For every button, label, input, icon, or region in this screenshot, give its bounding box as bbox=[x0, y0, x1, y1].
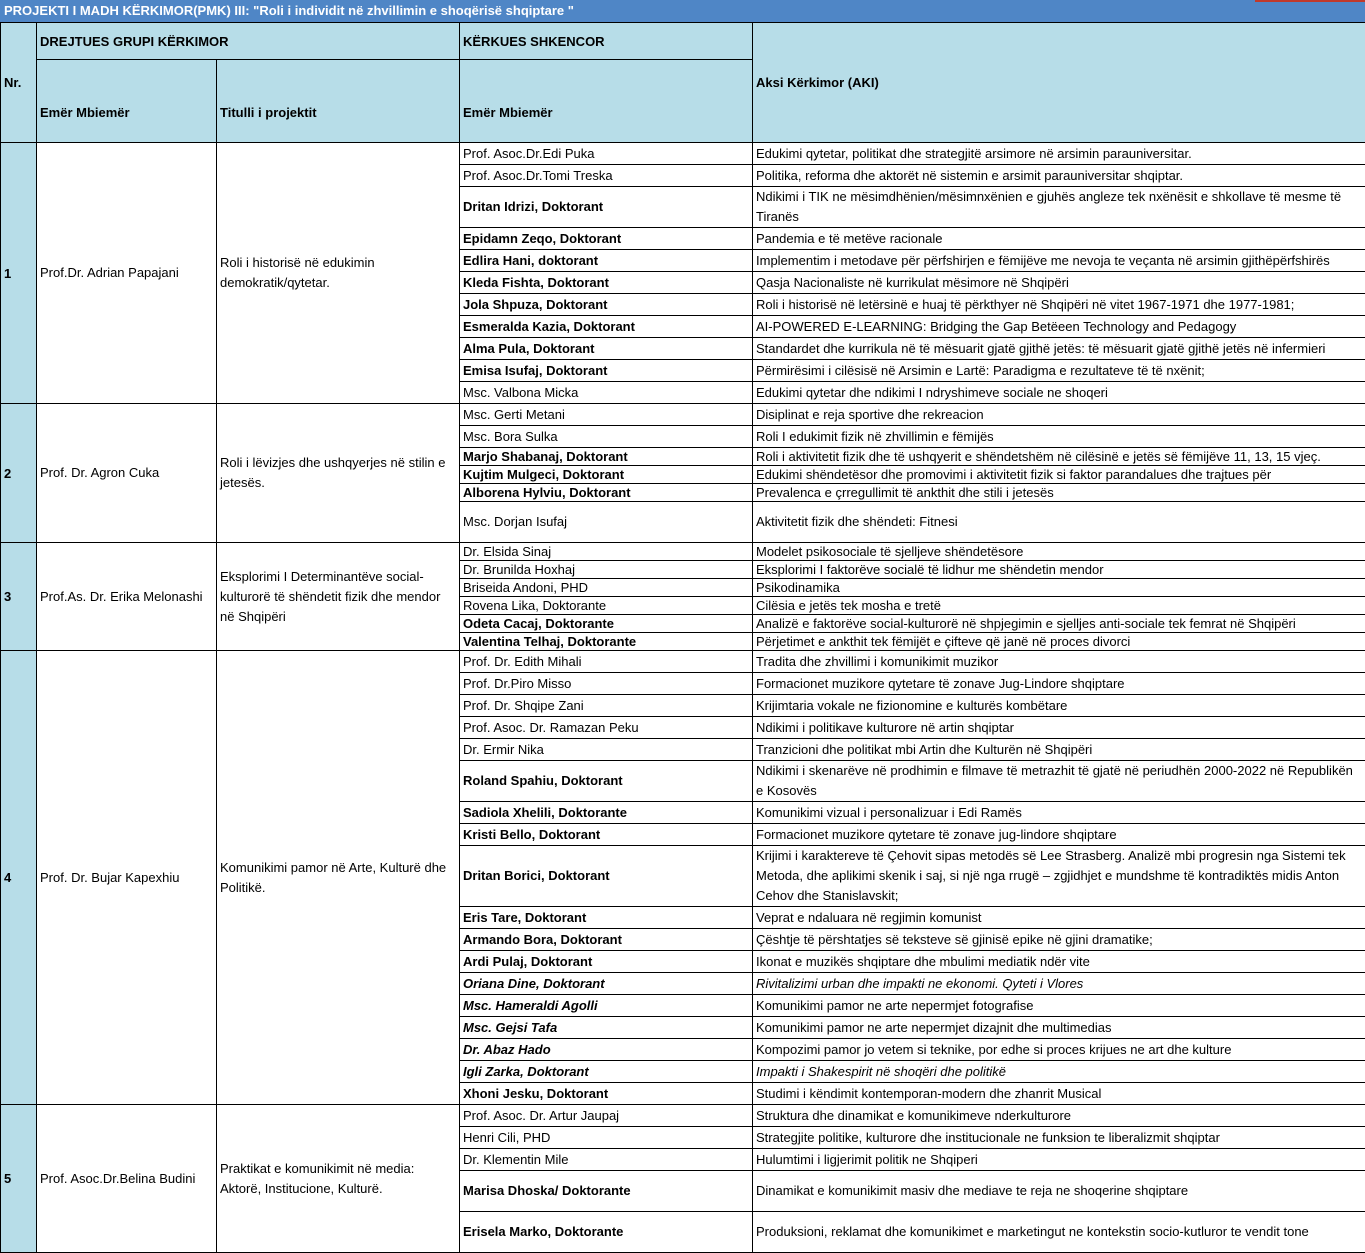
researcher-name: Dr. Ermir Nika bbox=[460, 739, 753, 761]
researcher-name: Henri Cili, PHD bbox=[460, 1127, 753, 1149]
group-leader-name: Prof.Dr. Adrian Papajani bbox=[37, 143, 217, 404]
researcher-name: Kujtim Mulgeci, Doktorant bbox=[460, 466, 753, 484]
table-row bbox=[1, 1105, 1365, 1127]
researcher-name: Oriana Dine, Doktorant bbox=[460, 973, 753, 995]
research-axis: Ikonat e muzikës shqiptare dhe mbulimi mediatik ndër vite bbox=[753, 951, 1365, 973]
research-axis: Politika, reforma dhe aktorët në sistemin e arsimit parauniversitar shqiptar. bbox=[753, 165, 1365, 187]
research-axis: Implementim i metodave për përfshirjen e fëmijëve me nevoja te veçanta në arsimin gjithëpërfshirës bbox=[753, 250, 1365, 272]
research-axis: Roli i aktivitetit fizik dhe të ushqyerit e shëndetshëm në cilësinë e jetës së fëmijëve 11, 13, 15 vjeç. bbox=[753, 448, 1365, 466]
researcher-name: Dr. Klementin Mile bbox=[460, 1149, 753, 1171]
group-leader-name: Prof.As. Dr. Erika Melonashi bbox=[37, 543, 217, 651]
research-axis: Roli i historisë në letërsinë e huaj të përkthyer në Shqipëri në vitet 1967-1971 dhe 1977-1981; bbox=[753, 294, 1365, 316]
researcher-name: Dr. Elsida Sinaj bbox=[460, 543, 753, 561]
researcher-name: Rovena Lika, Doktorante bbox=[460, 597, 753, 615]
research-axis: Tranzicioni dhe politikat mbi Artin dhe Kulturën në Shqipëri bbox=[753, 739, 1365, 761]
researcher-name: Armando Bora, Doktorant bbox=[460, 929, 753, 951]
table-row bbox=[1, 543, 1365, 561]
researcher-name: Msc. Valbona Micka bbox=[460, 382, 753, 404]
header-leader-name: Emër Mbiemër bbox=[37, 60, 217, 143]
researcher-name: Msc. Dorjan Isufaj bbox=[460, 502, 753, 543]
research-axis: Struktura dhe dinamikat e komunikimeve nderkulturore bbox=[753, 1105, 1365, 1127]
researcher-name: Msc. Gerti Metani bbox=[460, 404, 753, 426]
header-nr: Nr. bbox=[1, 23, 37, 143]
research-axis: Qasja Nacionaliste në kurrikulat mësimore në Shqipëri bbox=[753, 272, 1365, 294]
group-number: 5 bbox=[1, 1105, 37, 1253]
research-axis: Standardet dhe kurrikula në të mësuarit gjatë gjithë jetës: të mësuarit gjatë gjithë jetës në infermieri bbox=[753, 338, 1365, 360]
researcher-name: Roland Spahiu, Doktorant bbox=[460, 761, 753, 802]
researcher-name: Jola Shpuza, Doktorant bbox=[460, 294, 753, 316]
researcher-name: Epidamn Zeqo, Doktorant bbox=[460, 228, 753, 250]
research-axis: Edukimi qytetar, politikat dhe strategjitë arsimore në arsimin parauniversitar. bbox=[753, 143, 1365, 165]
research-axis: Kompozimi pamor jo vetem si teknike, por edhe si proces krijues ne art dhe kulture bbox=[753, 1039, 1365, 1061]
group-leader-name: Prof. Asoc.Dr.Belina Budini bbox=[37, 1105, 217, 1253]
researcher-name: Marjo Shabanaj, Doktorant bbox=[460, 448, 753, 466]
group-number: 1 bbox=[1, 143, 37, 404]
research-axis: Veprat e ndaluara në regjimin komunist bbox=[753, 907, 1365, 929]
research-axis: Rivitalizimi urban dhe impakti ne ekonomi. Qyteti i Vlores bbox=[753, 973, 1365, 995]
researcher-name: Eris Tare, Doktorant bbox=[460, 907, 753, 929]
project-title: Komunikimi pamor në Arte, Kulturë dhe Politikë. bbox=[217, 651, 460, 1105]
project-title: Eksplorimi I Determinantëve social-kulturorë të shëndetit fizik dhe mendor në Shqipëri bbox=[217, 543, 460, 651]
research-axis: Përjetimet e ankthit tek fëmijët e çifteve që janë në proces divorci bbox=[753, 633, 1365, 651]
researcher-name: Dritan Borici, Doktorant bbox=[460, 846, 753, 907]
table-row bbox=[1, 143, 1365, 165]
researcher-name: Dritan Idrizi, Doktorant bbox=[460, 187, 753, 228]
research-axis: Prevalenca e çrregullimit të ankthit dhe stili i jetesës bbox=[753, 484, 1365, 502]
research-axis: Produksioni, reklamat dhe komunikimet e marketingut ne kontekstin socio-kutluror te vendit tone bbox=[753, 1212, 1365, 1253]
researcher-name: Prof. Asoc. Dr. Artur Jaupaj bbox=[460, 1105, 753, 1127]
researcher-name: Briseida Andoni, PHD bbox=[460, 579, 753, 597]
title-accent-line bbox=[1255, 0, 1365, 2]
research-axis: Aktivitetit fizik dhe shëndeti: Fitnesi bbox=[753, 502, 1365, 543]
research-axis: Dinamikat e komunikimit masiv dhe mediave te reja ne shoqerine shqiptare bbox=[753, 1171, 1365, 1212]
researcher-name: Msc. Hameraldi Agolli bbox=[460, 995, 753, 1017]
researcher-name: Ardi Pulaj, Doktorant bbox=[460, 951, 753, 973]
researcher-name: Prof. Dr. Shqipe Zani bbox=[460, 695, 753, 717]
group-leader-name: Prof. Dr. Bujar Kapexhiu bbox=[37, 651, 217, 1105]
researcher-name: Dr. Abaz Hado bbox=[460, 1039, 753, 1061]
researcher-name: Prof. Asoc.Dr.Tomi Treska bbox=[460, 165, 753, 187]
researcher-name: Emisa Isufaj, Doktorant bbox=[460, 360, 753, 382]
research-axis: Impakti i Shakespirit në shoqëri dhe politikë bbox=[753, 1061, 1365, 1083]
researcher-name: Prof. Asoc.Dr.Edi Puka bbox=[460, 143, 753, 165]
research-table bbox=[0, 22, 1365, 1253]
research-axis: Edukimi qytetar dhe ndikimi I ndryshimeve sociale ne shoqeri bbox=[753, 382, 1365, 404]
researcher-name: Sadiola Xhelili, Doktorante bbox=[460, 802, 753, 824]
table-row bbox=[1, 404, 1365, 426]
researcher-name: Odeta Cacaj, Doktorante bbox=[460, 615, 753, 633]
researcher-name: Esmeralda Kazia, Doktorant bbox=[460, 316, 753, 338]
researcher-name: Alborena Hylviu, Doktorant bbox=[460, 484, 753, 502]
research-axis: Formacionet muzikore qytetare të zonave jug-lindore shqiptare bbox=[753, 824, 1365, 846]
title-text: PROJEKTI I MADH KËRKIMOR(PMK) III: "Roli i individit në zhvillimin e shoqërisë shqiptare " bbox=[4, 3, 574, 18]
research-axis: Disiplinat e reja sportive dhe rekreacion bbox=[753, 404, 1365, 426]
research-axis: Komunikimi pamor ne arte nepermjet dizajnit dhe multimedias bbox=[753, 1017, 1365, 1039]
researcher-name: Alma Pula, Doktorant bbox=[460, 338, 753, 360]
group-leader-name: Prof. Dr. Agron Cuka bbox=[37, 404, 217, 543]
research-axis: Strategjite politike, kulturore dhe institucionale ne funksion te liberalizmit shqiptar bbox=[753, 1127, 1365, 1149]
research-axis: Ndikimi i politikave kulturore në artin shqiptar bbox=[753, 717, 1365, 739]
researcher-name: Erisela Marko, Doktorante bbox=[460, 1212, 753, 1253]
researcher-name: Valentina Telhaj, Doktorante bbox=[460, 633, 753, 651]
research-axis: Pandemia e të metëve racionale bbox=[753, 228, 1365, 250]
research-axis: Hulumtimi i ligjerimit politik ne Shqiperi bbox=[753, 1149, 1365, 1171]
header-group-leader: DREJTUES GRUPI KËRKIMOR bbox=[37, 23, 460, 60]
research-axis: Krijimtaria vokale ne fizionomine e kulturës kombëtare bbox=[753, 695, 1365, 717]
researcher-name: Prof. Dr.Piro Misso bbox=[460, 673, 753, 695]
header-axis: Aksi Kërkimor (AKI) bbox=[753, 23, 1365, 143]
group-number: 3 bbox=[1, 543, 37, 651]
researcher-name: Prof. Asoc. Dr. Ramazan Peku bbox=[460, 717, 753, 739]
research-axis: AI-POWERED E-LEARNING: Bridging the Gap Betëeen Technology and Pedagogy bbox=[753, 316, 1365, 338]
research-axis: Çështje të përshtatjes së teksteve së gjinisë epike në gjini dramatike; bbox=[753, 929, 1365, 951]
researcher-name: Msc. Gejsi Tafa bbox=[460, 1017, 753, 1039]
table-body bbox=[1, 143, 1365, 1253]
researcher-name: Prof. Dr. Edith Mihali bbox=[460, 651, 753, 673]
research-axis: Studimi i këndimit kontemporan-modern dhe zhanrit Musical bbox=[753, 1083, 1365, 1105]
header-researcher: KËRKUES SHKENCOR bbox=[460, 23, 753, 60]
research-axis: Formacionet muzikore qytetare të zonave Jug-Lindore shqiptare bbox=[753, 673, 1365, 695]
research-axis: Analizë e faktorëve social-kulturorë në shpjegimin e sjelljes anti-sociale tek femrat në Shqipëri bbox=[753, 615, 1365, 633]
research-axis: Eksplorimi I faktorëve socialë të lidhur me shëndetin mendor bbox=[753, 561, 1365, 579]
project-title: Roli i historisë në edukimin demokratik/qytetar. bbox=[217, 143, 460, 404]
research-axis: Ndikimi i TIK ne mësimdhënien/mësimnxënien e gjuhës angleze tek nxënësit e shkollave të mesme të Tiranës bbox=[753, 187, 1365, 228]
group-number: 4 bbox=[1, 651, 37, 1105]
research-axis: Krijimi i karakterevе të Çehovit sipas metodës së Lee Strasberg. Analizë mbi progresin nga Sistemi tek Metoda, dhe aplikimi skenik i saj, si një nga rrugë – zgjidhjet e mundshme të kontradiktës midis Anton Cehov dhe Stanislavskit; bbox=[753, 846, 1365, 907]
project-title: Roli i lëvizjes dhe ushqyerjes në stilin e jetesës. bbox=[217, 404, 460, 543]
research-axis: Roli I edukimit fizik në zhvillimin e fëmijës bbox=[753, 426, 1365, 448]
research-axis: Psikodinamika bbox=[753, 579, 1365, 597]
researcher-name: Xhoni Jesku, Doktorant bbox=[460, 1083, 753, 1105]
research-axis: Cilësia e jetës tek mosha e tretë bbox=[753, 597, 1365, 615]
group-number: 2 bbox=[1, 404, 37, 543]
project-title: Praktikat e komunikimit në media: Aktorë, Institucione, Kulturë. bbox=[217, 1105, 460, 1253]
research-axis: Tradita dhe zhvillimi i komunikimit muzikor bbox=[753, 651, 1365, 673]
researcher-name: Edlira Hani, doktorant bbox=[460, 250, 753, 272]
researcher-name: Dr. Brunilda Hoxhaj bbox=[460, 561, 753, 579]
research-axis: Modelet psikosociale të sjelljeve shëndetësore bbox=[753, 543, 1365, 561]
research-axis: Përmirësimi i cilësisë në Arsimin e Lartë: Paradigma e rezultateve të të nxënit; bbox=[753, 360, 1365, 382]
research-axis: Komunikimi vizual i personalizuar i Edi Ramës bbox=[753, 802, 1365, 824]
researcher-name: Igli Zarka, Doktorant bbox=[460, 1061, 753, 1083]
researcher-name: Kristi Bello, Doktorant bbox=[460, 824, 753, 846]
header-project-title: Titulli i projektit bbox=[217, 60, 460, 143]
table-row bbox=[1, 651, 1365, 673]
header-researcher-name: Emër Mbiemër bbox=[460, 60, 753, 143]
research-axis: Ndikimi i skenarëve në prodhimin e filmave të metrazhit të gjatë në periudhën 2000-2022 në Republikën e Kosovës bbox=[753, 761, 1365, 802]
researcher-name: Msc. Bora Sulka bbox=[460, 426, 753, 448]
research-axis: Edukimi shëndetësor dhe promovimi i aktivitetit fizik si faktor parandalues dhe trajtues për bbox=[753, 466, 1365, 484]
sheet-title bbox=[0, 0, 1365, 22]
researcher-name: Kleda Fishta, Doktorant bbox=[460, 272, 753, 294]
researcher-name: Marisa Dhoska/ Doktorante bbox=[460, 1171, 753, 1212]
research-axis: Komunikimi pamor ne arte nepermjet fotografise bbox=[753, 995, 1365, 1017]
